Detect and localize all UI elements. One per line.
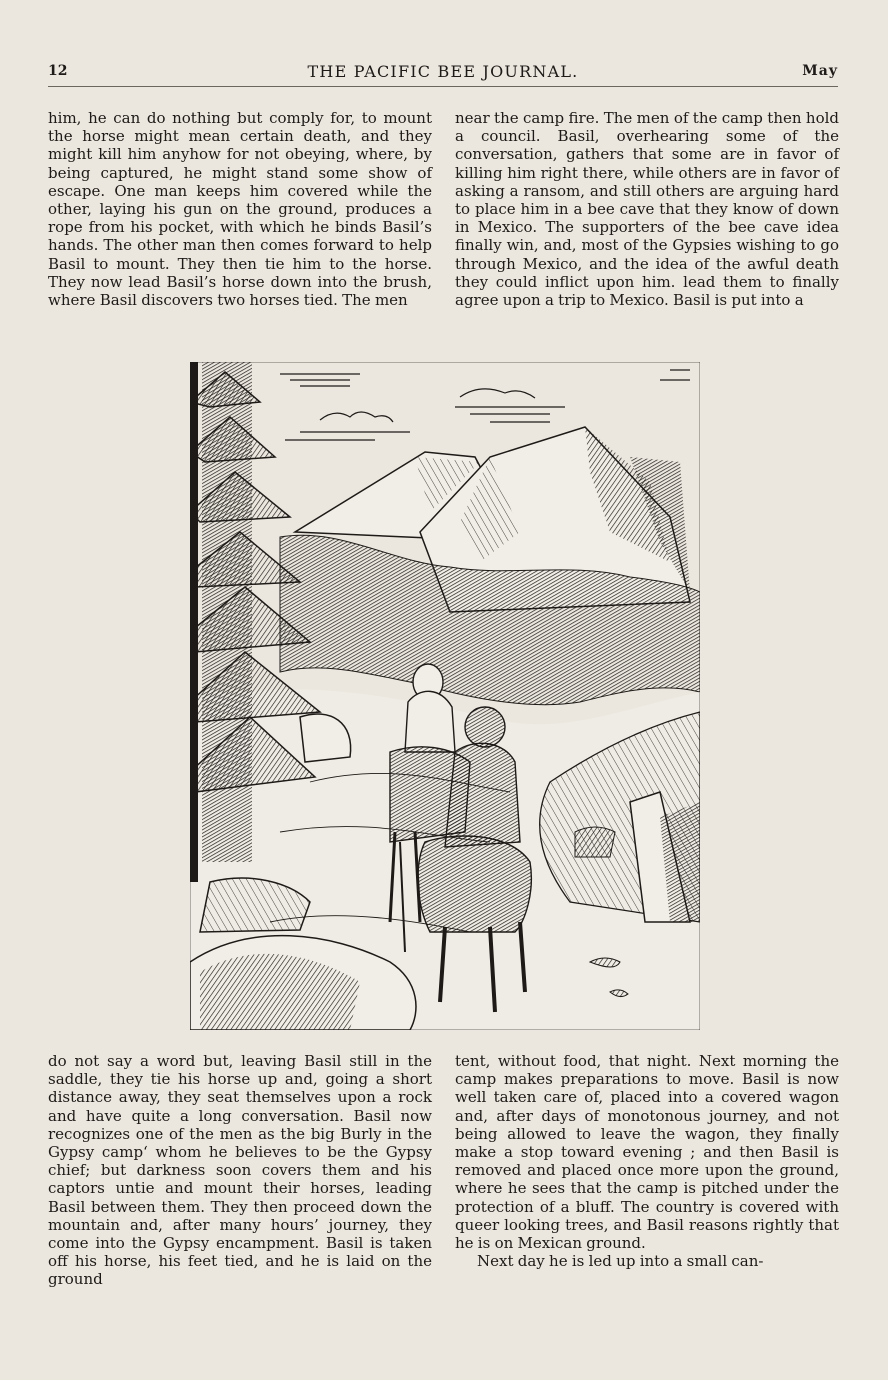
text-column-bottom-left bbox=[48, 1052, 432, 1289]
journal-title: THE PACIFIC BEE JOURNAL. bbox=[307, 62, 579, 81]
issue-month: May bbox=[802, 63, 838, 79]
running-header bbox=[48, 60, 838, 87]
paragraph: near the camp fire. The men of the camp then hold a council. Basil, overhearing some of the conversation, gathers that some are in favor of killing him right there, while others are in favor of asking a ransom, and still others are arguing hard to place him in a bee cave that they know of down in Mexico. The supporters of the bee cave idea finally win, and, most of the Gypsies wishing to go through Mexico, and the idea of the awful death they could inflict upon him. lead them to finally agree upon a trip to Mexico. Basil is put into a bbox=[455, 109, 839, 310]
text-column-top-right bbox=[455, 109, 839, 309]
engraving-illustration bbox=[190, 362, 700, 1030]
paragraph: tent, without food, that night. Next morning the camp makes preparations to move. Basil is now well taken care of, placed into a covered wagon and, after days of monotonous journey, and not being allowed to leave the wagon, they finally make a stop toward evening ; and then Basil is removed and placed once more upon the ground, where he sees that the camp is pitched under the protection of a bluff. The country is covered with queer looking trees, and Basil reasons rightly that he is on Mexican ground. bbox=[455, 1052, 839, 1253]
paragraph: him, he can do nothing but comply for, to mount the horse might mean certain death, and they might kill him anyhow for not obeying, where, by being captured, he might stand some show of escape. One man keeps him covered while the other, laying his gun on the ground, produces a rope from his pocket, with which he binds Basil’s hands. The other man then comes forward to help Basil to mount. They then tie him to the horse. They now lead Basil’s horse down into the brush, where Basil discovers two horses tied. The men bbox=[48, 109, 432, 310]
paragraph: do not say a word but, leaving Basil still in the saddle, they tie his horse up and, going a short distance away, they seat themselves upon a rock and have quite a long conversation. Basil now recognizes one of the men as the big Burly in the Gypsy camp‘ whom he believes to be the Gypsy chief; but darkness soon covers them and his captors untie and mount their horses, leading Basil between them. They then proceed down the mountain and, after many hours’ journey, they come into the Gypsy encampment. Basil is taken off his horse, his feet tied, and he is laid on the ground bbox=[48, 1052, 432, 1289]
text-column-bottom-right bbox=[455, 1052, 839, 1270]
paragraph: Next day he is led up into a small can- bbox=[477, 1252, 764, 1271]
text-column-top-left bbox=[48, 109, 432, 309]
page-number: 12 bbox=[48, 63, 68, 79]
